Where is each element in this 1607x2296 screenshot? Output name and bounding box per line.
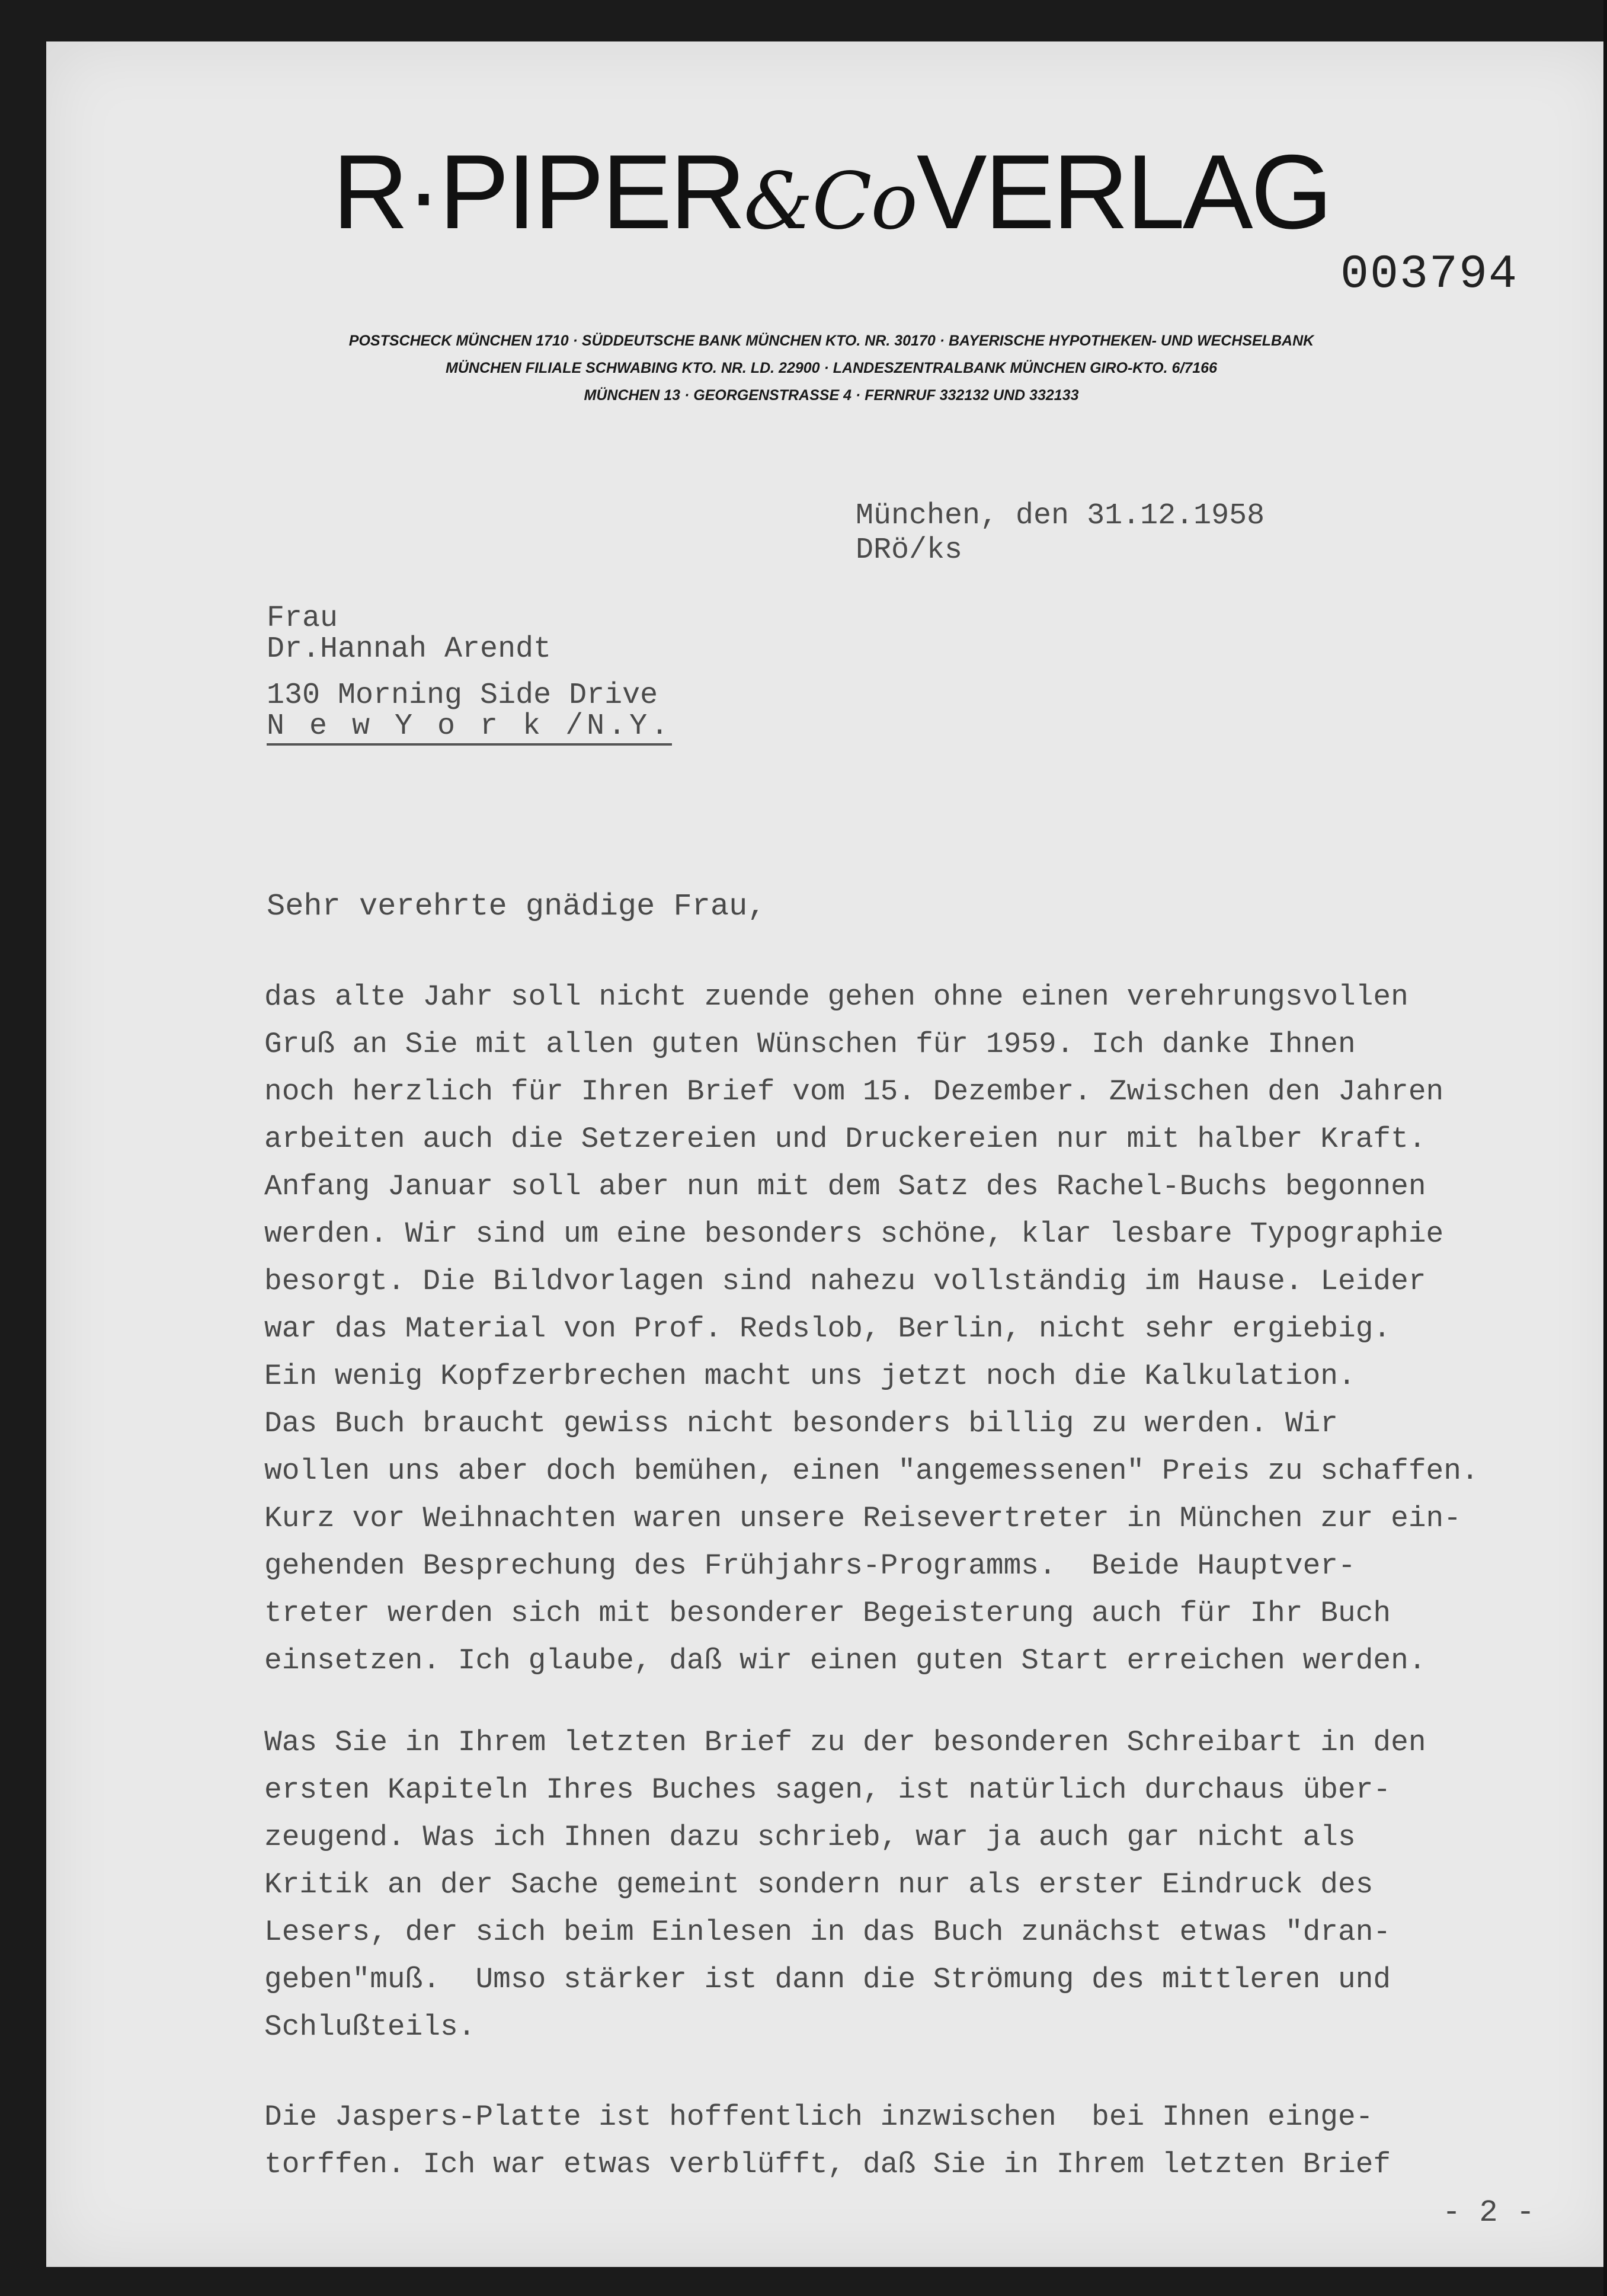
reference-code: DRö/ks xyxy=(856,533,963,567)
recipient-name: Dr.Hannah Arendt xyxy=(267,632,552,666)
bank-info xyxy=(46,327,1607,409)
body-paragraph: das alte Jahr soll nicht zuende gehen ohne einen verehrungsvollen Gruß an Sie mit allen guten Wünschen für 1959. Ich danke Ihnen noch herzlich für Ihren Brief vom 15. Dezember. Zwischen den Jahren arbeiten auch die Setzereien und Druckereien nur mit halber Kraft. Anfang Januar soll aber nun mit dem Satz des Rachel-Buchs begonnen werden. Wir sind um eine besonders schöne, klar lesbare Typographie besorgt. Die Bildvorlagen sind nahezu vollständig im Hause. Leider war das Material von Prof. Redslob, Berlin, nicht sehr ergiebig. Ein wenig Kopfzerbrechen macht uns jetzt noch die Kalkulation. Das Buch braucht gewiss nicht besonders billig zu werden. Wir wollen uns aber doch bemühen, einen "angemessenen" Preis zu schaffen. Kurz vor Weihnachten waren unsere Reisevertreter in München zur ein- gehenden Besprechung des Frühjahrs-Programms. Beide Hauptver- treter werden sich mit besonderer Begeisterung auch für Ihr Buch einsetzen. Ich glaube, daß wir einen guten Start erreichen werden. xyxy=(264,980,1479,1677)
logo-text-verlag: VERLAG xyxy=(916,133,1331,251)
body-paragraph: Die Jaspers-Platte ist hoffentlich inzwischen bei Ihnen einge- torffen. Ich war etwas verblüfft, daß Sie in Ihrem letzten Brief xyxy=(264,2100,1391,2181)
recipient-city: N e w Y o r k /N.Y. xyxy=(267,711,672,746)
date-block xyxy=(856,499,1265,568)
salutation: Sehr verehrte gnädige Frau, xyxy=(267,889,766,924)
logo-text-piper: R·PIPER xyxy=(332,133,744,251)
body-paragraph: Was Sie in Ihrem letzten Brief zu der besonderen Schreibart in den ersten Kapiteln Ihres Buches sagen, ist natürlich durchaus über- zeugend. Was ich Ihnen dazu schrieb, war ja auch gar nicht als Kritik an der Sache gemeint sondern nur als erster Eindruck des Lesers, der sich beim Einlesen in das Buch zunächst etwas "dran- geben"muß. Umso stärker ist dann die Strömung des mittleren und Schlußteils. xyxy=(264,1726,1426,2044)
bank-line-1: POSTSCHECK MÜNCHEN 1710 · SÜDDEUTSCHE BANK MÜNCHEN KTO. NR. 30170 · BAYERISCHE HYPOTHEKEN- UND WECHSELBANK xyxy=(348,332,1314,349)
letter-page xyxy=(46,41,1607,2267)
page-continuation-marker: - 2 - xyxy=(1442,2195,1535,2230)
recipient-address xyxy=(267,603,672,746)
recipient-title: Frau xyxy=(267,602,338,635)
publisher-logo xyxy=(46,133,1607,251)
scan-edge xyxy=(1603,0,1607,2296)
bank-line-3: MÜNCHEN 13 · GEORGENSTRASSE 4 · FERNRUF 332132 UND 332133 xyxy=(584,387,1079,404)
place-date: München, den 31.12.1958 xyxy=(856,499,1265,533)
logo-text-amp: &Co xyxy=(743,156,917,247)
document-number: 003794 xyxy=(1340,248,1519,302)
bank-line-2: MÜNCHEN FILIALE SCHWABING KTO. NR. LD. 22900 · LANDESZENTRALBANK MÜNCHEN GIRO-KTO. 6/7166 xyxy=(446,360,1217,376)
recipient-street: 130 Morning Side Drive xyxy=(267,679,658,712)
